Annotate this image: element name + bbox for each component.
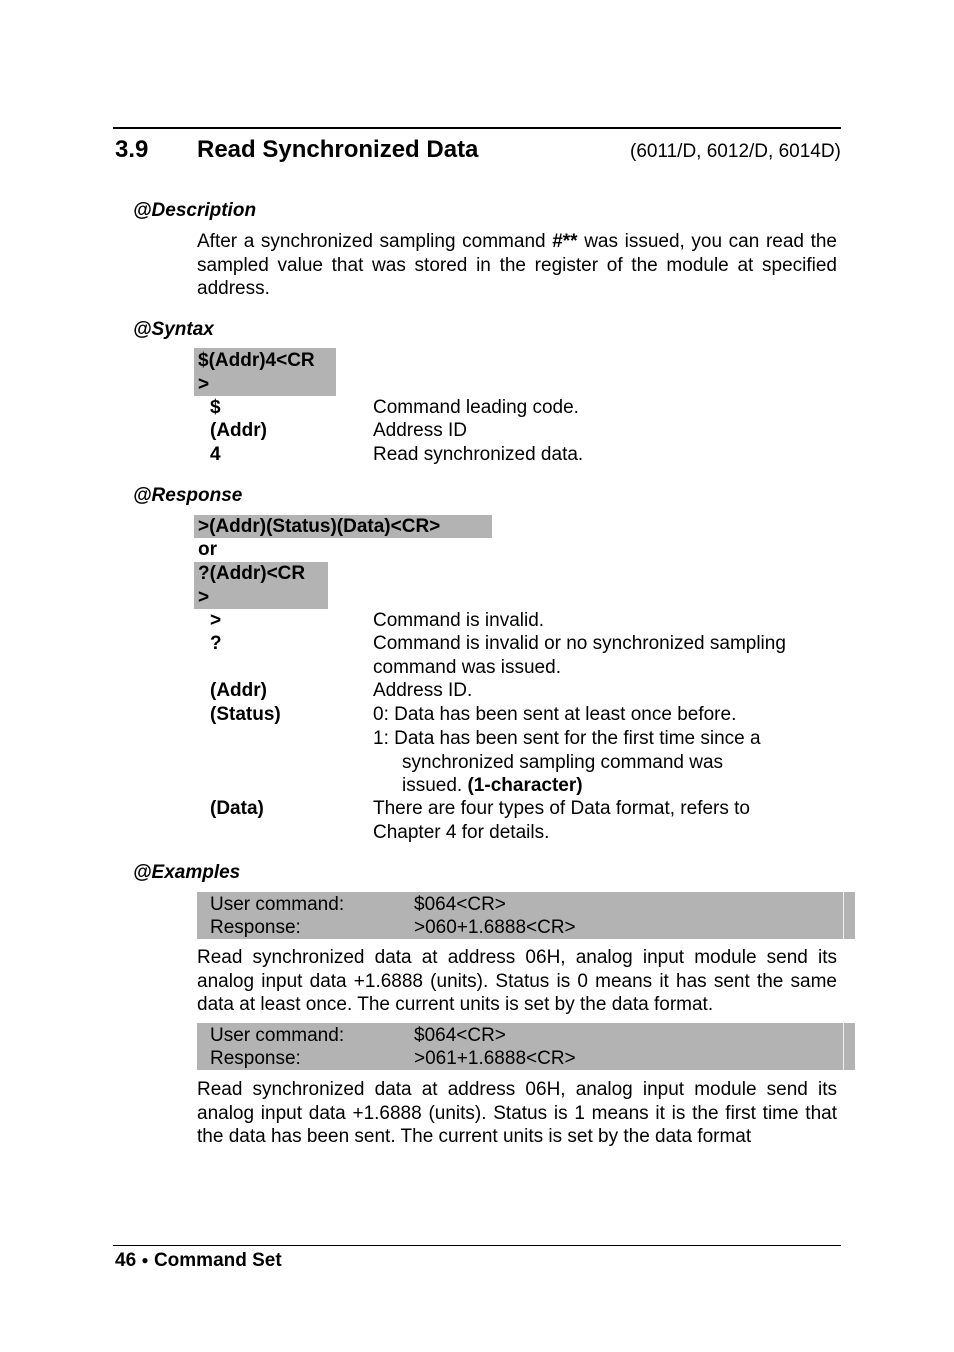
examples-heading: @Examples — [133, 862, 241, 883]
syntax-heading: @Syntax — [133, 319, 214, 340]
response-or: or — [198, 539, 217, 560]
syntax-command-line: > — [198, 373, 210, 395]
response-valid: >(Addr)(Status)(Data)<CR> — [198, 516, 441, 537]
example-cmd-label: User command: — [210, 894, 345, 915]
response-param-desc — [373, 727, 761, 798]
response-param-desc-line: There are four types of Data format, refers to — [373, 798, 750, 819]
response-param-desc-line: command was issued. — [373, 656, 561, 678]
response-param-desc: 0: Data has been sent at least once before. — [373, 704, 737, 725]
bullet-icon: ● — [141, 1253, 149, 1267]
example-explanation: Read synchronized data at address 06H, analog input module send its analog input data +1.6888 (units). Status is 1 means it is the first time that the data has been sent. The current units is set by the data format — [197, 1079, 837, 1147]
syntax-command — [198, 349, 315, 396]
description-text-part: After a synchronized sampling command — [197, 231, 553, 252]
syntax-param-name: 4 — [210, 444, 221, 465]
page-footer — [115, 1250, 282, 1272]
example-resp-value: >061+1.6888<CR> — [414, 1048, 576, 1069]
response-invalid-line: ?(Addr)<CR — [198, 563, 306, 584]
response-invalid — [198, 562, 305, 609]
example-cmd-label: User command: — [210, 1025, 345, 1046]
response-param-desc-bold: (1-character) — [467, 775, 583, 796]
example-cmd-value: $064<CR> — [414, 894, 506, 915]
response-param-desc-line — [373, 774, 761, 798]
description-text-part: was issued, you can read the sampled value that was stored in the register of the module at specified address. — [197, 231, 838, 299]
response-param-desc-line: synchronized sampling command was — [402, 751, 724, 773]
footer-rule — [113, 1245, 841, 1246]
syntax-param-desc: Command leading code. — [373, 397, 579, 418]
section-number: 3.9 — [115, 136, 149, 163]
response-param-desc — [373, 797, 750, 844]
section-models: (6011/D, 6012/D, 6014D) — [630, 141, 841, 162]
example-resp-label: Response: — [210, 1048, 301, 1069]
header-rule — [113, 127, 841, 129]
response-invalid-line: > — [198, 586, 210, 608]
response-param-name: (Status) — [210, 704, 281, 725]
response-param-desc-line: Command is invalid or no synchronized sampling — [373, 633, 786, 654]
response-param-desc — [373, 632, 786, 679]
example-explanation: Read synchronized data at address 06H, analog input module send its analog input data +1.6888 (units). Status is 0 means it has sent the same data at least once. The current units is set by the data format. — [197, 947, 837, 1015]
syntax-command-line: $(Addr)4<CR — [198, 350, 315, 371]
example-box-divider — [843, 892, 844, 939]
response-param-name: > — [210, 610, 222, 631]
response-param-desc: Command is invalid. — [373, 610, 545, 631]
syntax-param-name: $ — [210, 397, 221, 418]
syntax-param-desc: Address ID — [373, 420, 467, 441]
example-cmd-value: $064<CR> — [414, 1025, 506, 1046]
syntax-param-name: (Addr) — [210, 420, 267, 441]
response-heading: @Response — [133, 485, 243, 506]
description-heading: @Description — [133, 200, 257, 221]
response-param-desc-line: Chapter 4 for details. — [373, 821, 550, 843]
response-param-desc-part: issued. — [402, 775, 468, 796]
response-param-name: (Data) — [210, 798, 264, 819]
example-box-divider — [843, 1023, 844, 1070]
footer-label: Command Set — [153, 1250, 282, 1271]
section-title: Read Synchronized Data — [197, 136, 479, 163]
response-param-name: (Addr) — [210, 680, 267, 701]
example-resp-label: Response: — [210, 917, 301, 938]
response-param-desc: Address ID. — [373, 680, 473, 701]
response-param-desc-line: 1: Data has been sent for the first time since a — [373, 728, 761, 749]
page-number: 46 — [115, 1250, 137, 1271]
response-param-name: ? — [210, 633, 222, 654]
example-resp-value: >060+1.6888<CR> — [414, 917, 576, 938]
description-text — [197, 230, 837, 301]
description-command: #** — [552, 231, 578, 252]
syntax-param-desc: Read synchronized data. — [373, 444, 584, 465]
